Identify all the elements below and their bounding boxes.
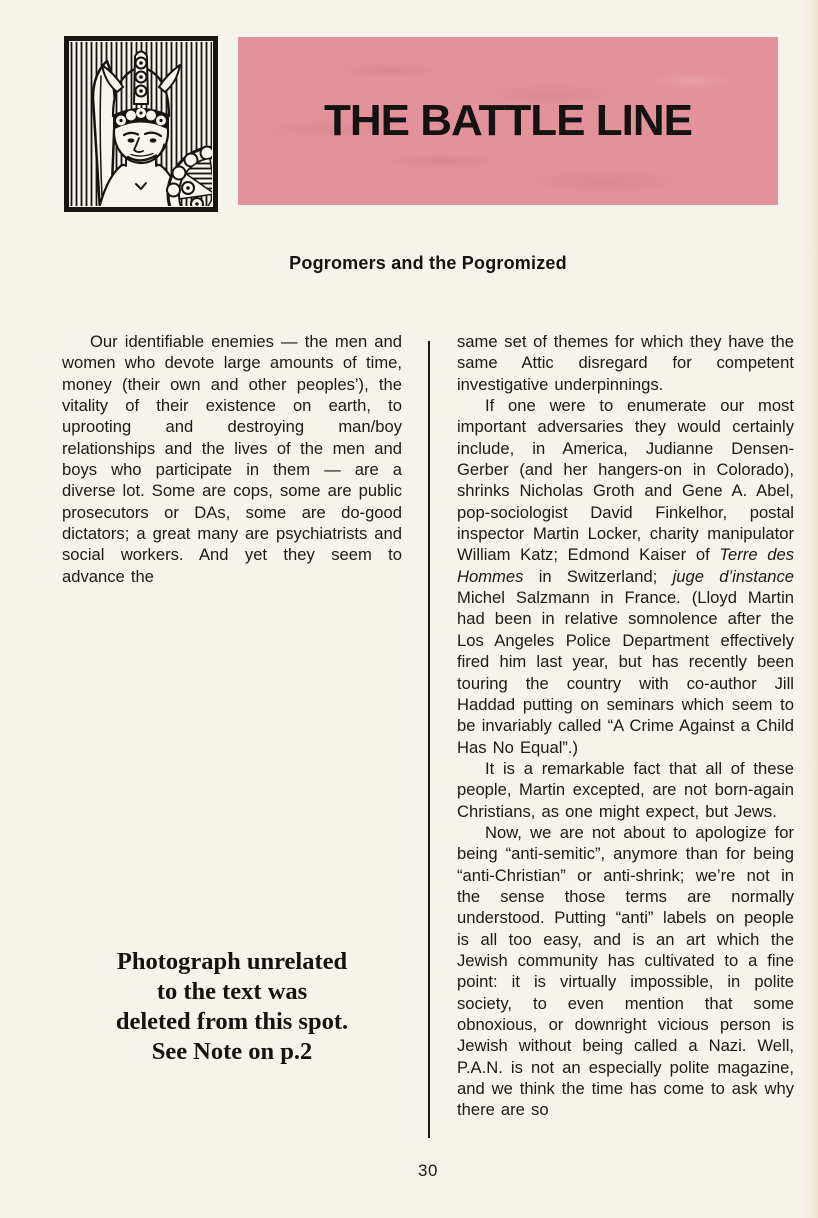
- viking-warrior-icon: [64, 36, 218, 212]
- title-banner: [238, 37, 778, 205]
- body-text: It is a remarkable fact that all of these people, Martin excepted, are not born-again Christians, as one might expect, but Jews.: [457, 758, 794, 821]
- body-text: If one were to enumerate our most important adversaries they would certainly include, in America, Judianne Densen-Gerber (and her hangers-on in Colorado), shrinks Nicholas Groth and Gene A. Abel, pop-sociologist David Finkelhor, postal inspector Martin Locker, charity manipulator William Katz; Edmond Kaiser of: [457, 396, 794, 565]
- page-number: 30: [418, 1161, 438, 1180]
- viking-warrior-woodcut-illustration: [64, 36, 218, 212]
- photo-note-line: Photograph unrelated: [116, 948, 348, 975]
- photo-note-line: See Note on p.2: [151, 1038, 313, 1065]
- body-text: Michel Salzmann in France. (Lloyd Martin had been in relative somnolence after the Los Angeles Police Department effectively fired him last year, but has recently been touring the country with co-author Jill Haddad putting on seminars which seem to be invariably called “A Crime Against a Child Has No Equal”.): [457, 588, 794, 757]
- body-text: in Switzerland;: [523, 566, 673, 586]
- italic-text: Terre des Hommes: [457, 545, 794, 586]
- italic-text: juge d’instance: [672, 566, 794, 586]
- article-title: THE BATTLE LINE: [324, 96, 692, 145]
- column-divider: [428, 341, 430, 1138]
- right-column: [457, 331, 794, 1121]
- body-text: same set of themes for which they have the same Attic disregard for competent investigative underpinnings.: [457, 332, 794, 394]
- body-paragraph: [457, 395, 794, 758]
- body-paragraph: [457, 758, 794, 822]
- article-subtitle: Pogromers and the Pogromized: [289, 253, 567, 273]
- body-paragraph: [457, 331, 794, 395]
- body-paragraph: [457, 822, 794, 1121]
- body-text: Now, we are not about to apologize for being “anti-semitic”, anymore than for being “anti-Christian” or anti-shrink; we’re not in the sense those terms are normally understood. Putting “anti” labels on people is all too easy, and is an art which the Jewish community has cultivated to a fine point: it is virtually impossible, in polite society, to even mention that some obnoxious, or downright vicious person is Jewish without being called a Nazi. Well, P.A.N. is not an especially polite magazine, and we think the time has come to ask why there are so: [457, 822, 794, 1120]
- left-column: [62, 331, 402, 587]
- body-paragraph: [62, 331, 402, 587]
- photo-note-line: to the text was: [156, 978, 308, 1005]
- photo-note-line: deleted from this spot.: [115, 1008, 349, 1035]
- photo-deleted-note: [62, 947, 402, 1067]
- body-text: Our identifiable enemies — the men and women who devote large amounts of time, money (their own and other peoples’), the vitality of their existence on earth, to uprooting and destroying man/boy relationships and the lives of the men and boys who participate in them — are a diverse lot. Some are cops, some are public prosecutors or DAs, some are do-good dictators; a great many are psychiatrists and social workers. And yet they seem to advance the: [62, 332, 402, 586]
